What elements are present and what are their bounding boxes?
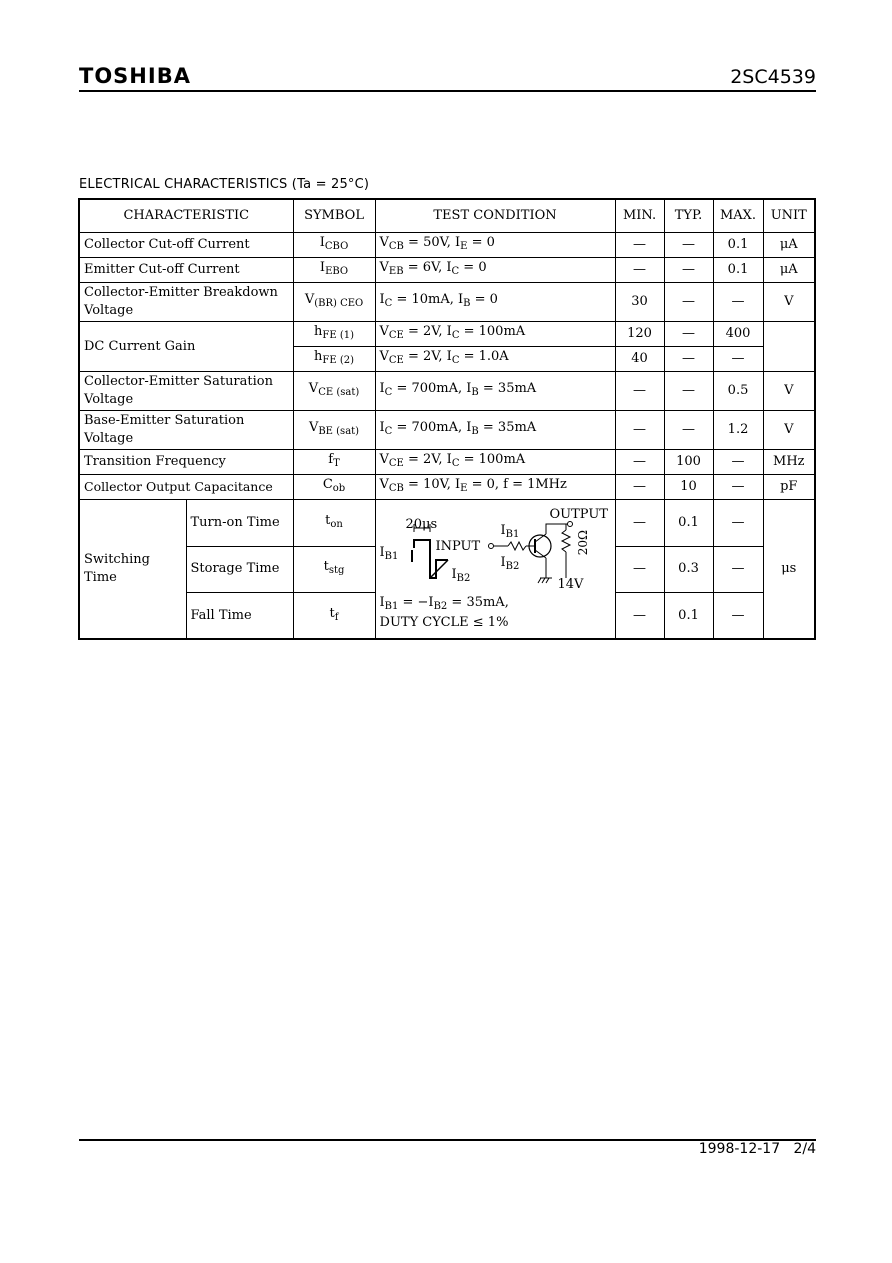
supply-label: 14V (557, 577, 584, 592)
row-symbol: $t_{on}$ (293, 500, 375, 547)
row-unit: V (763, 372, 815, 411)
row-min: 40 (615, 347, 664, 372)
footer (699, 1141, 816, 1157)
row-min: — (615, 372, 664, 411)
circuit-condition-line1: $I_{B1} = -I_{B2} = 35mA$, (379, 595, 509, 612)
row-symbol: $f_T$ (293, 450, 375, 475)
row-unit: V (763, 411, 815, 450)
row-typ: 0.1 (664, 593, 713, 640)
col-header-characteristic: CHARACTERISTIC (79, 199, 293, 233)
table-row (79, 411, 815, 450)
switching-test-circuit (375, 500, 615, 640)
row-typ: 0.1 (664, 500, 713, 547)
ib2-label: $I_{B2}$ (500, 555, 520, 572)
row-characteristic: Switching Time (79, 500, 186, 640)
row-min: — (615, 450, 664, 475)
row-symbol: $V_{CE (sat)}$ (293, 372, 375, 411)
row-max: — (713, 450, 763, 475)
row-characteristic: Collector-Emitter Saturation Voltage (79, 372, 293, 411)
row-symbol: $h_{FE (2)}$ (293, 347, 375, 372)
table-row (79, 283, 815, 322)
row-symbol: $C_{ob}$ (293, 475, 375, 500)
row-symbol: $V_{BE (sat)}$ (293, 411, 375, 450)
electrical-characteristics-table (78, 198, 816, 640)
row-max: — (713, 593, 763, 640)
input-label: INPUT (435, 539, 481, 554)
col-header-test-condition: TEST CONDITION (375, 199, 615, 233)
resistor-label: 20Ω (575, 530, 590, 556)
table-row (79, 258, 815, 283)
row-symbol: $V_{(BR) CEO}$ (293, 283, 375, 322)
row-typ: — (664, 347, 713, 372)
row-typ: — (664, 258, 713, 283)
row-symbol: $I_{EBO}$ (293, 258, 375, 283)
row-unit: MHz (763, 450, 815, 475)
row-symbol: $t_{stg}$ (293, 546, 375, 593)
row-typ: 10 (664, 475, 713, 500)
row-condition: $V_{CE} = 2V$, $I_C = 1.0A$ (375, 347, 615, 372)
row-unit: μs (763, 500, 815, 640)
row-unit (763, 322, 815, 372)
sub-characteristic: Storage Time (186, 546, 293, 593)
row-max: 1.2 (713, 411, 763, 450)
row-symbol: $h_{FE (1)}$ (293, 322, 375, 347)
row-min: 120 (615, 322, 664, 347)
row-symbol: $I_{CBO}$ (293, 233, 375, 258)
row-max: 0.1 (713, 258, 763, 283)
row-unit: pF (763, 475, 815, 500)
row-min: — (615, 593, 664, 640)
row-typ: — (664, 283, 713, 322)
row-condition: $I_C = 700mA$, $I_B = 35mA$ (375, 372, 615, 411)
col-header-max: MAX. (713, 199, 763, 233)
col-header-symbol: SYMBOL (293, 199, 375, 233)
row-typ: — (664, 233, 713, 258)
output-label: OUTPUT (549, 507, 608, 522)
table-row (79, 233, 815, 258)
footer-page: 2/4 (793, 1141, 816, 1157)
row-unit: μA (763, 233, 815, 258)
row-max: — (713, 347, 763, 372)
row-min: — (615, 411, 664, 450)
row-typ: — (664, 372, 713, 411)
table-row (79, 475, 815, 500)
row-min: — (615, 546, 664, 593)
brand-logo: TOSHIBA (79, 64, 191, 88)
row-condition: $V_{EB} = 6V$, $I_C = 0$ (375, 258, 615, 283)
row-condition: $I_C = 700mA$, $I_B = 35mA$ (375, 411, 615, 450)
row-min: 30 (615, 283, 664, 322)
ib2-pulse-label: $I_{B2}$ (451, 567, 471, 584)
part-number: 2SC4539 (730, 66, 816, 88)
row-min: — (615, 233, 664, 258)
row-max: 400 (713, 322, 763, 347)
table-header-row (79, 199, 815, 233)
table-row (79, 500, 815, 547)
row-condition: $V_{CB} = 10V$, $I_E = 0$, f = 1MHz (375, 475, 615, 500)
row-typ: 100 (664, 450, 713, 475)
col-header-typ: TYP. (664, 199, 713, 233)
section-title: ELECTRICAL CHARACTERISTICS (Ta = 25°C) (79, 177, 370, 192)
col-header-min: MIN. (615, 199, 664, 233)
row-unit: V (763, 283, 815, 322)
footer-date: 1998-12-17 (698, 1141, 781, 1157)
ib1-label: $I_{B1}$ (500, 523, 520, 540)
row-characteristic: Base-Emitter Saturation Voltage (79, 411, 293, 450)
row-characteristic: Collector Cut-off Current (79, 233, 293, 258)
row-characteristic: Collector Output Capacitance (79, 475, 293, 500)
table-row (79, 372, 815, 411)
row-characteristic: Collector-Emitter Breakdown Voltage (79, 283, 293, 322)
row-min: — (615, 500, 664, 547)
table-row (79, 322, 815, 347)
row-min: — (615, 258, 664, 283)
row-characteristic: Transition Frequency (79, 450, 293, 475)
row-max: 0.1 (713, 233, 763, 258)
ib1-left-label: $I_{B1}$ (379, 545, 399, 562)
row-typ: — (664, 411, 713, 450)
row-min: — (615, 475, 664, 500)
header-rule (79, 90, 816, 92)
col-header-unit: UNIT (763, 199, 815, 233)
pulse-width-label: 20μs (405, 517, 438, 532)
row-max: — (713, 546, 763, 593)
row-max: — (713, 283, 763, 322)
row-typ: — (664, 322, 713, 347)
circuit-diagram (376, 500, 614, 638)
row-max: 0.5 (713, 372, 763, 411)
row-condition: $I_C = 10mA$, $I_B = 0$ (375, 283, 615, 322)
row-max: — (713, 475, 763, 500)
sub-characteristic: Turn-on Time (186, 500, 293, 547)
row-condition: $V_{CE} = 2V$, $I_C = 100mA$ (375, 450, 615, 475)
row-condition: $V_{CB} = 50V$, $I_E = 0$ (375, 233, 615, 258)
table-row (79, 450, 815, 475)
row-max: — (713, 500, 763, 547)
row-condition: $V_{CE} = 2V$, $I_C = 100mA$ (375, 322, 615, 347)
row-symbol: $t_f$ (293, 593, 375, 640)
row-characteristic: DC Current Gain (79, 322, 293, 372)
row-typ: 0.3 (664, 546, 713, 593)
circuit-condition-line2: DUTY CYCLE ≤ 1% (379, 615, 509, 630)
row-characteristic: Emitter Cut-off Current (79, 258, 293, 283)
sub-characteristic: Fall Time (186, 593, 293, 640)
row-unit: μA (763, 258, 815, 283)
